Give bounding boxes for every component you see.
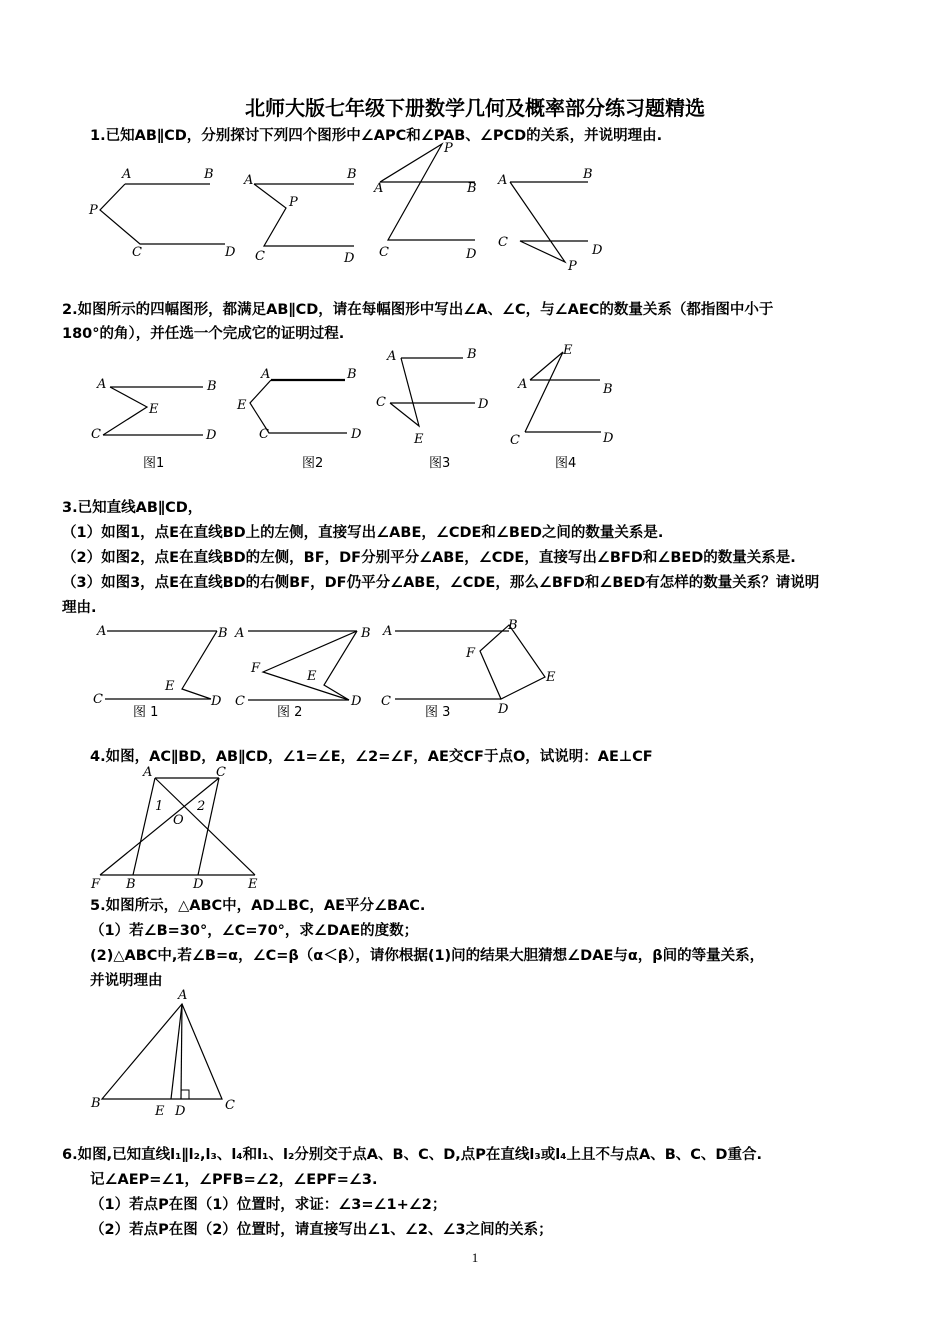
svg-text:E: E xyxy=(563,343,573,358)
svg-text:E: E xyxy=(155,1104,165,1119)
svg-text:D: D xyxy=(351,427,362,442)
svg-text:B: B xyxy=(508,618,518,633)
q3-line1: 3.已知直线AB∥CD， xyxy=(62,500,203,516)
svg-text:C: C xyxy=(132,245,142,260)
svg-text:B: B xyxy=(126,877,136,892)
svg-text:D: D xyxy=(498,702,509,717)
svg-text:F: F xyxy=(466,646,476,661)
svg-text:P: P xyxy=(568,259,577,270)
q5-line2: （1）若∠B=30°，∠C=70°，求∠DAE的度数； xyxy=(90,923,419,939)
svg-text:E: E xyxy=(307,669,317,684)
svg-text:D: D xyxy=(592,243,603,258)
svg-text:A: A xyxy=(122,167,132,182)
q5-line4: 并说明理由 xyxy=(90,973,163,989)
svg-text:图 2: 图 2 xyxy=(277,705,303,720)
q1-fig1-path-c xyxy=(100,184,225,244)
svg-text:A: A xyxy=(244,173,254,188)
q3-figures xyxy=(85,615,575,725)
svg-text:E: E xyxy=(149,402,159,417)
svg-text:D: D xyxy=(603,431,614,446)
q2-line2: 180°的角），并任选一个完成它的证明过程. xyxy=(62,326,345,342)
svg-text:D: D xyxy=(344,251,355,266)
svg-text:B: B xyxy=(207,379,217,394)
svg-text:B: B xyxy=(347,167,357,182)
svg-text:D: D xyxy=(206,428,217,443)
svg-text:A: A xyxy=(383,624,393,639)
svg-text:E: E xyxy=(165,679,175,694)
svg-text:D: D xyxy=(351,694,362,709)
svg-text:图3: 图3 xyxy=(429,456,451,471)
svg-text:A: A xyxy=(374,181,384,196)
svg-text:P: P xyxy=(89,203,98,218)
q3-line2: （1）如图1，点E在直线BD上的左侧，直接写出∠ABE，∠CDE和∠BED之间的数量关系是. xyxy=(62,525,664,541)
svg-text:C: C xyxy=(498,235,508,250)
page-title: 北师大版七年级下册数学几何及概率部分练习题精选 xyxy=(245,96,705,120)
q6-line2: 记∠AEP=∠1，∠PFB=∠2，∠EPF=∠3. xyxy=(90,1172,378,1188)
svg-text:A: A xyxy=(97,624,107,639)
svg-text:图4: 图4 xyxy=(555,456,577,471)
svg-text:图1: 图1 xyxy=(143,456,165,471)
q3-line5: 理由. xyxy=(62,600,97,616)
svg-text:C: C xyxy=(381,694,391,709)
svg-text:C: C xyxy=(93,692,103,707)
svg-text:P: P xyxy=(289,195,298,210)
page-number: 1 xyxy=(471,1250,479,1265)
q5-line1: 5.如图所示，△ABC中，AD⊥BC，AE平分∠BAC. xyxy=(90,898,426,914)
svg-text:F: F xyxy=(91,877,101,892)
svg-text:D: D xyxy=(211,694,222,709)
svg-text:A: A xyxy=(518,377,528,392)
q4-text: 4.如图，AC∥BD，AB∥CD，∠1=∠E，∠2=∠F，AE交CF于点O，试说明：AE⊥CF xyxy=(90,749,653,765)
q2-figures xyxy=(85,340,625,475)
q2-line1: 2.如图所示的四幅图形，都满足AB∥CD，请在每幅图形中写出∠A、∠C，与∠AEC的数量关系（都指图中小于 xyxy=(62,302,774,318)
svg-text:B: B xyxy=(218,626,228,641)
svg-text:A: A xyxy=(498,173,508,188)
svg-text:图 1: 图 1 xyxy=(133,705,159,720)
svg-text:B: B xyxy=(91,1096,101,1111)
svg-text:B: B xyxy=(361,626,371,641)
q6-line1: 6.如图,已知直线l₁∥l₂,l₃、l₄和l₁、l₂分别交于点A、B、C、D,点P在直线l₃或l₄上且不与点A、B、C、D重合. xyxy=(62,1147,762,1163)
svg-text:D: D xyxy=(466,247,477,262)
svg-text:B: B xyxy=(204,167,214,182)
svg-text:E: E xyxy=(237,398,247,413)
svg-text:A: A xyxy=(143,765,153,780)
svg-text:C: C xyxy=(216,765,226,780)
svg-text:O: O xyxy=(173,813,184,828)
q5-line3: (2)△ABC中,若∠B=α，∠C=β（α＜β），请你根据(1)问的结果大胆猜想∠DAE与α，β间的等量关系， xyxy=(90,948,765,964)
svg-text:E: E xyxy=(414,432,424,447)
q6-line3: （1）若点P在图（1）位置时，求证：∠3=∠1+∠2； xyxy=(90,1197,447,1213)
q5-figure xyxy=(85,985,255,1120)
q6-line4: （2）若点P在图（2）位置时，请直接写出∠1、∠2、∠3之间的关系； xyxy=(90,1222,553,1238)
svg-text:B: B xyxy=(467,347,477,362)
svg-text:C: C xyxy=(91,427,101,442)
svg-text:C: C xyxy=(255,249,265,264)
svg-text:B: B xyxy=(467,181,477,196)
svg-text:B: B xyxy=(583,167,593,182)
svg-text:E: E xyxy=(248,877,258,892)
svg-text:P: P xyxy=(444,141,453,156)
svg-text:A: A xyxy=(235,626,245,641)
svg-text:C: C xyxy=(510,433,520,448)
q3-line3: （2）如图2，点E在直线BD的左侧，BF，DF分别平分∠ABE，∠CDE，直接写出∠BFD和∠BED的数量关系是. xyxy=(62,550,796,566)
svg-text:2: 2 xyxy=(197,799,206,814)
svg-text:D: D xyxy=(175,1104,186,1119)
svg-text:F: F xyxy=(251,661,261,676)
svg-text:B: B xyxy=(347,367,357,382)
q1-figures xyxy=(80,140,620,270)
q3-line4: （3）如图3，点E在直线BD的右侧BF，DF仍平分∠ABE，∠CDE，那么∠BFD和∠BED有怎样的数量关系？请说明 xyxy=(62,575,820,591)
svg-text:C: C xyxy=(225,1098,235,1113)
svg-text:A: A xyxy=(97,377,107,392)
svg-text:C: C xyxy=(259,427,269,442)
svg-text:B: B xyxy=(603,382,613,397)
svg-text:D: D xyxy=(225,245,236,260)
svg-text:图 3: 图 3 xyxy=(425,705,451,720)
svg-text:E: E xyxy=(546,670,556,685)
svg-text:D: D xyxy=(193,877,204,892)
svg-text:C: C xyxy=(235,694,245,709)
svg-text:图2: 图2 xyxy=(302,456,324,471)
svg-text:C: C xyxy=(379,245,389,260)
q4-figure xyxy=(85,760,275,895)
svg-text:C: C xyxy=(376,395,386,410)
svg-text:A: A xyxy=(387,349,397,364)
svg-text:D: D xyxy=(478,397,489,412)
svg-text:A: A xyxy=(178,988,188,1003)
q1-text: 1.已知AB∥CD，分别探讨下列四个图形中∠APC和∠PAB、∠PCD的关系，并说明理由. xyxy=(90,128,663,144)
svg-text:1: 1 xyxy=(155,799,164,814)
svg-text:A: A xyxy=(261,367,271,382)
